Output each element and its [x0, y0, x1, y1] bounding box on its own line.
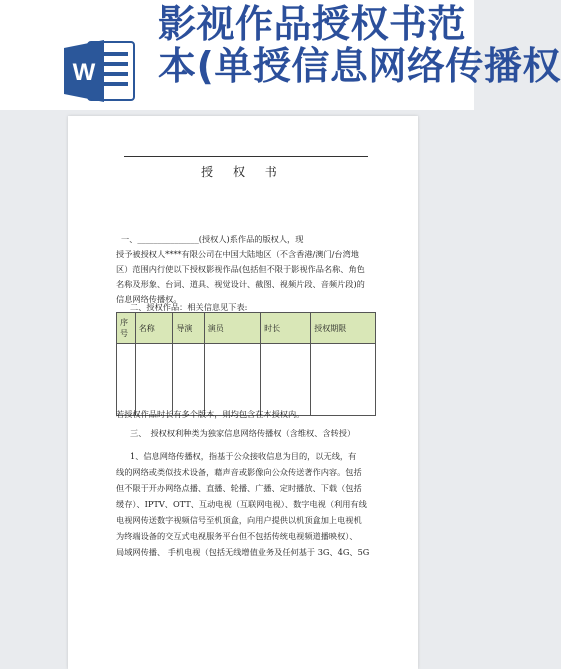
- table-header-cell: 演员: [204, 313, 260, 344]
- document-page: [68, 116, 418, 669]
- para5-line3: 但不限于开办网络点播、直播、轮播、广播、定时播放、下载（包括: [116, 483, 362, 493]
- table-header-cell: 序号: [117, 313, 136, 344]
- works-table: [116, 312, 376, 416]
- svg-text:W: W: [72, 59, 96, 86]
- para4: 三、 授权权利种类为独家信息网络传播权（含维权、含转授）: [130, 428, 356, 438]
- para5-line7: 局域网传播、 手机电视（包括无线增值业务及任何基于 3G、4G、5G: [116, 547, 370, 557]
- para5-line5: 电视网传送数字视频信号至机顶盒，向用户提供以机顶盒加上电视机: [116, 515, 362, 525]
- table-cell: [135, 344, 173, 416]
- table-cell: [173, 344, 204, 416]
- para1-line5: 信息网络传播权。: [116, 294, 182, 304]
- table-cell: [117, 344, 136, 416]
- para5-line4: 缓存）、IPTV、OTT、互动电视（互联网电视）、数字电视（利用有线: [116, 499, 367, 509]
- top-rule: [124, 156, 368, 157]
- para5-line6: 为终端设备的交互式电视服务平台但不包括传统电视频道播映权）、: [116, 531, 358, 541]
- table-header-cell: 名称: [135, 313, 173, 344]
- table-header-cell: 时长: [261, 313, 311, 344]
- table-cell: [204, 344, 260, 416]
- title-line-2: 本(单授信息网络传播权: [158, 44, 561, 88]
- para5-line2: 线的网络或类似技术设备，藉声音或影像向公众传送著作内容。包括: [116, 467, 362, 477]
- table-header-row: [117, 313, 376, 344]
- para1-line2: 授予被授权人****有限公司在中国大陆地区（不含香港/澳门/台湾地: [116, 249, 359, 259]
- table-header-cell: 授权期限: [311, 313, 376, 344]
- word-icon: [64, 38, 136, 104]
- table-header-cell: 导演: [173, 313, 204, 344]
- page-header: [0, 0, 561, 110]
- para5-line1: 1、信息网络传播权，指基于公众接收信息为目的，以无线，有: [130, 451, 357, 461]
- para2: 二、授权作品：相关信息见下表:: [130, 302, 248, 312]
- para3: 若授权作品时长有多个版本，则均包含在本授权内。: [116, 409, 305, 419]
- para1-line1: 一、_______________(授权人)系作品的版权人，现: [121, 234, 304, 244]
- table-cell: [311, 344, 376, 416]
- table-row: [117, 344, 376, 416]
- para1-line4: 名称及形象、台词、道具、视觉设计、截图、视频片段、音频片段)的: [116, 279, 365, 289]
- para1-line3: 区）范围内行使以下授权影视作品(包括但不限于影视作品名称、角色: [116, 264, 365, 274]
- document-title: 授 权 书: [201, 165, 285, 179]
- table-cell: [261, 344, 311, 416]
- title-line-1: 影视作品授权书范: [158, 2, 467, 46]
